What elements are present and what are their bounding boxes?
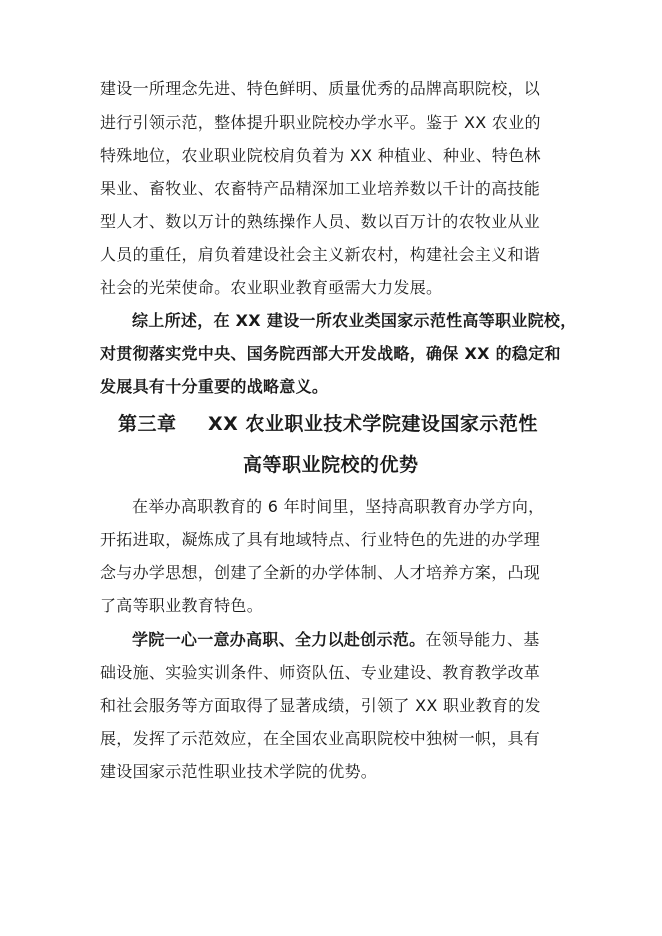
paragraph-2-line-3: 发展具有十分重要的战略意义。 [100, 377, 329, 396]
paragraph-1-line-6: 人员的重任，肩负着建设社会主义新农村，构建社会主义和谐 [100, 245, 541, 264]
chapter-number: 第三章 [118, 413, 177, 435]
paragraph-3-line-4: 了高等职业教育特色。 [100, 596, 264, 615]
chapter-title-line-2: 高等职业院校的优势 [243, 454, 419, 476]
paragraph-3-line-2: 开拓进取，凝炼成了具有地域特点、行业特色的先进的办学理 [100, 530, 541, 549]
paragraph-4-line-2: 础设施、实验实训条件、师资队伍、专业建设、教育教学改革 [100, 663, 541, 682]
paragraph-2-line-1: 综上所述，在 XX 建设一所农业类国家示范性高等职业院校， [132, 311, 577, 330]
paragraph-1-line-3: 特殊地位，农业职业院校肩负着为 XX 种植业、种业、特色林 [100, 146, 541, 165]
chapter-title-line-1: XX 农业职业技术学院建设国家示范性 [208, 413, 538, 435]
paragraph-1-line-1: 建设一所理念先进、特色鲜明、质量优秀的品牌高职院校，以 [100, 79, 541, 98]
paragraph-1-line-2: 进行引领示范，整体提升职业院校办学水平。鉴于 XX 农业的 [100, 113, 541, 132]
paragraph-2-line-2: 对贯彻落实党中央、国务院西部大开发战略，确保 XX 的稳定和 [100, 344, 561, 363]
paragraph-4-line-4: 展，发挥了示范效应，在全国农业高职院校中独树一帜，具有 [100, 729, 541, 748]
paragraph-4-lead-rest: 在领导能力、基 [425, 630, 540, 649]
paragraph-4-line-5: 建设国家示范性职业技术学院的优势。 [100, 762, 378, 781]
paragraph-4-line-1 [132, 629, 540, 651]
paragraph-1-line-4: 果业、畜牧业、农畜特产品精深加工业培养数以千计的高技能 [100, 179, 541, 198]
paragraph-3-line-3: 念与办学思想，创建了全新的办学体制、人才培养方案，凸现 [100, 563, 541, 582]
paragraph-4-line-3: 和社会服务等方面取得了显著成绩，引领了 XX 职业教育的发 [100, 696, 541, 715]
paragraph-1-line-5: 型人才、数以万计的熟练操作人员、数以百万计的农牧业从业 [100, 212, 541, 231]
paragraph-1-line-7: 社会的光荣使命。农业职业教育亟需大力发展。 [100, 278, 443, 297]
paragraph-3-line-1: 在举办高职教育的 6 年时间里，坚持高职教育办学方向， [132, 497, 545, 516]
paragraph-4-lead-bold: 学院一心一意办高职、全力以赴创示范。 [132, 630, 426, 649]
